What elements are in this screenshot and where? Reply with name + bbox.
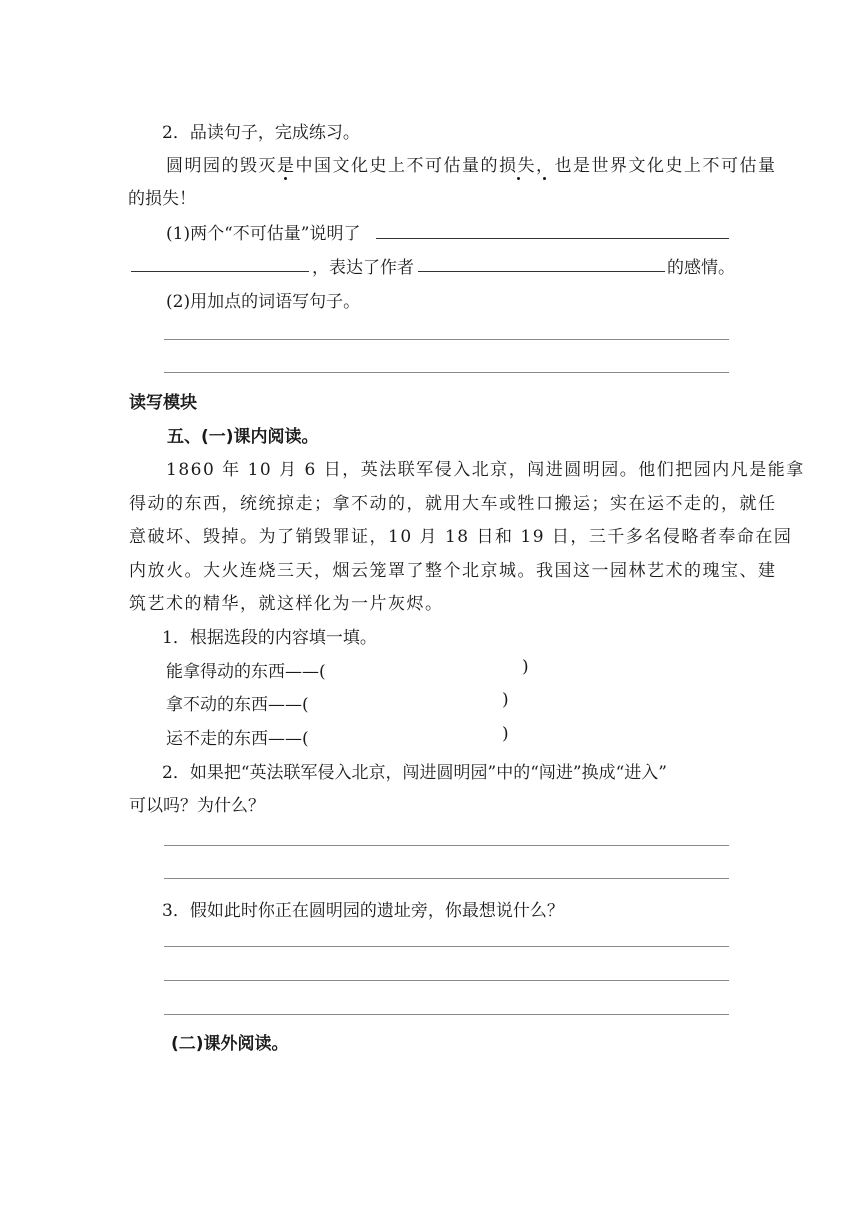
writing-line[interactable]: [164, 845, 729, 846]
sub-question-1-text-3: 的感情。: [667, 258, 735, 278]
writing-line[interactable]: [164, 1014, 729, 1015]
fill-row-label: 拿不动的东西——(: [166, 695, 309, 715]
quoted-sentence-line-2: 的损失！: [128, 189, 196, 209]
writing-line[interactable]: [164, 339, 729, 340]
part-5-question-1-title: 1．根据选段的内容填一填。: [162, 628, 377, 648]
passage-line: 得动的东西，统统掠走；拿不动的，就用大车或牲口搬运；实在运不走的，就任: [129, 494, 777, 514]
answer-blank[interactable]: [418, 271, 665, 272]
passage-line: 意破坏、毁掉。为了销毁罪证，10 月 18 日和 19 日，三千多名侵略者奉命在园: [129, 527, 793, 547]
answer-blank[interactable]: [131, 271, 309, 272]
passage-line: 筑艺术的精华，就这样化为一片灰烬。: [129, 594, 444, 614]
answer-blank[interactable]: [376, 238, 729, 239]
module-title: 读写模块: [129, 393, 197, 413]
passage-line: 1860 年 10 月 6 日，英法联军侵入北京，闯进圆明园。他们把园内凡是能拿: [166, 460, 805, 480]
part-5-question-2-line-2: 可以吗？为什么？: [129, 796, 265, 816]
emphasis-dot: [517, 177, 520, 180]
writing-line[interactable]: [164, 980, 729, 981]
extra-reading-title: (二)课外阅读。: [171, 1034, 289, 1054]
emphasis-dot: [543, 177, 546, 180]
part-5-question-3-title: 3．假如此时你正在圆明园的遗址旁，你最想说什么？: [162, 901, 564, 921]
question-2-title: 2．品读句子，完成练习。: [162, 123, 360, 143]
fill-row-label: 运不走的东西——(: [166, 729, 309, 749]
fill-row-label: 能拿得动的东西——(: [166, 662, 326, 682]
part-5-title: 五、(一)课内阅读。: [167, 427, 319, 447]
writing-line[interactable]: [164, 372, 729, 373]
part-5-question-2-line-1: 2．如果把“英法联军侵入北京，闯进圆明园”中的“闯进”换成“进入”: [162, 763, 667, 783]
quoted-sentence-line-1: 圆明园的毁灭是中国文化史上不可估量的损失，也是世界文化史上不可估量: [166, 156, 777, 176]
fill-row-close: ): [502, 690, 509, 710]
fill-row-close: ): [522, 657, 529, 677]
writing-line[interactable]: [164, 946, 729, 947]
passage-line: 内放火。大火连烧三天，烟云笼罩了整个北京城。我国这一园林艺术的瑰宝、建: [129, 561, 777, 581]
fill-row-close: ): [502, 724, 509, 744]
writing-line[interactable]: [164, 878, 729, 879]
sub-question-1-text: (1)两个“不可估量”说明了: [166, 224, 361, 244]
sub-question-2-text: (2)用加点的词语写句子。: [166, 292, 361, 312]
sub-question-1-text-2: ，表达了作者: [312, 258, 414, 278]
emphasis-dot: [284, 177, 287, 180]
